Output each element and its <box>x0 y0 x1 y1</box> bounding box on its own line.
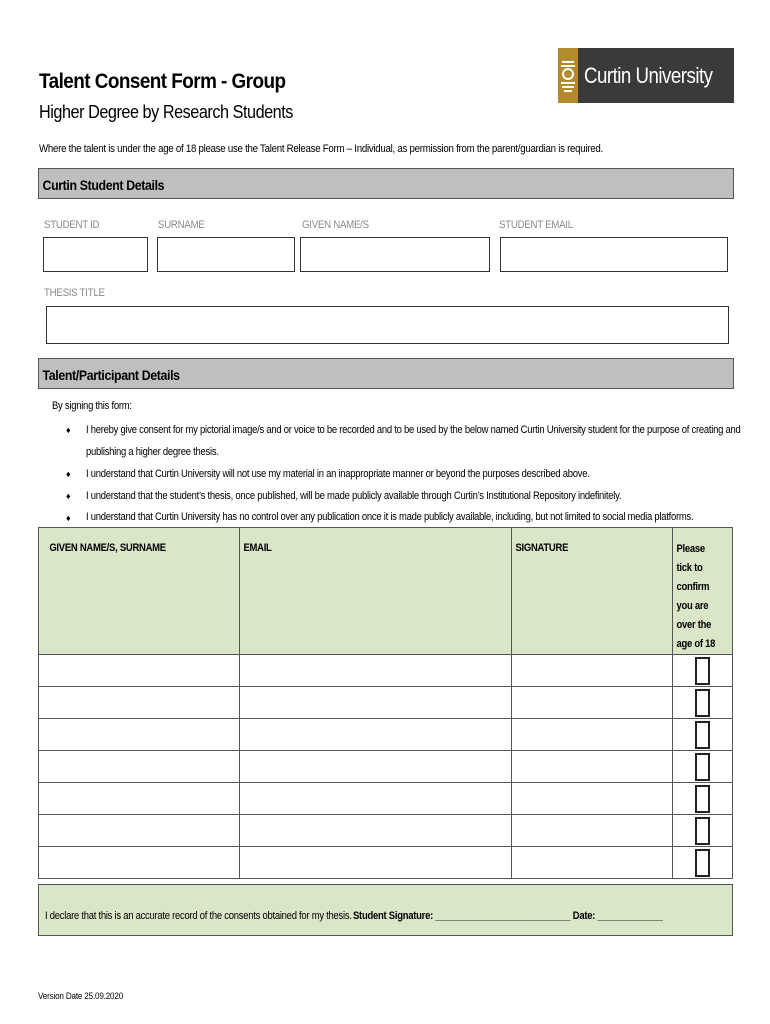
tick-cell <box>673 815 733 847</box>
student-details-header <box>38 168 734 199</box>
col-email-header: EMAIL <box>239 528 511 655</box>
signature-cell[interactable] <box>512 783 673 815</box>
tick-cell <box>673 719 733 751</box>
tick-cell <box>673 751 733 783</box>
bullet-icon: ♦ <box>66 491 71 501</box>
tick-cell <box>673 655 733 687</box>
tick-cell <box>673 687 733 719</box>
table-row <box>39 687 733 719</box>
form-title: Talent Consent Form - Group <box>39 70 286 93</box>
thesis-title-label: THESIS TITLE <box>44 287 105 299</box>
participant-details-heading: Talent/Participant Details <box>42 367 180 383</box>
signature-cell[interactable] <box>512 847 673 879</box>
table-row <box>39 655 733 687</box>
age-checkbox[interactable] <box>695 753 710 781</box>
table-row <box>39 815 733 847</box>
email-cell[interactable] <box>239 687 511 719</box>
table-row <box>39 719 733 751</box>
surname-label: SURNAME <box>158 219 205 231</box>
name-cell[interactable] <box>39 719 240 751</box>
declaration-box <box>38 884 733 936</box>
bullet-icon: ♦ <box>66 513 71 523</box>
surname-field[interactable] <box>157 237 295 272</box>
email-cell[interactable] <box>239 655 511 687</box>
signature-cell[interactable] <box>512 815 673 847</box>
age-checkbox[interactable] <box>695 785 710 813</box>
name-cell[interactable] <box>39 751 240 783</box>
age-note: Where the talent is under the age of 18 please use the Talent Release Form – Individual, as permission from the parent/guardian is required. <box>39 143 603 155</box>
signature-cell[interactable] <box>512 751 673 783</box>
consent-bullet-4: I understand that Curtin University has no control over any publication once it is made publicly available, including, but not limited to social media platforms. <box>86 511 694 523</box>
name-cell[interactable] <box>39 655 240 687</box>
participant-details-header <box>38 358 734 389</box>
student-email-label: STUDENT EMAIL <box>499 219 573 231</box>
crest-icon <box>558 48 578 103</box>
consent-bullet-2: I understand that Curtin University will not use my material in an inappropriate manner or beyond the purposes described above. <box>86 468 590 480</box>
student-details-heading: Curtin Student Details <box>42 177 165 193</box>
age-checkbox[interactable] <box>695 657 710 685</box>
student-email-field[interactable] <box>500 237 728 272</box>
col-name-header: GIVEN NAME/S, SURNAME <box>39 528 240 655</box>
bullet-icon: ♦ <box>66 425 71 435</box>
signature-cell[interactable] <box>512 719 673 751</box>
version-date: Version Date 25.09.2020 <box>38 991 124 1001</box>
signature-cell[interactable] <box>512 655 673 687</box>
curtin-logo <box>558 48 734 103</box>
form-subtitle: Higher Degree by Research Students <box>39 102 293 122</box>
table-row <box>39 783 733 815</box>
col-signature-header: SIGNATURE <box>512 528 673 655</box>
email-cell[interactable] <box>239 719 511 751</box>
table-row <box>39 751 733 783</box>
name-cell[interactable] <box>39 847 240 879</box>
age-checkbox[interactable] <box>695 817 710 845</box>
col-tick-header: Please tick to confirm you are over the age of 18 <box>673 528 733 655</box>
table-row <box>39 847 733 879</box>
given-names-field[interactable] <box>300 237 490 272</box>
signing-intro: By signing this form: <box>52 400 132 412</box>
given-names-label: GIVEN NAME/S <box>302 219 369 231</box>
student-signature-line[interactable]: Student Signature: ___________________________ Date: _____________ <box>353 910 663 922</box>
age-checkbox[interactable] <box>695 721 710 749</box>
tick-cell <box>673 783 733 815</box>
consent-bullet-1: I hereby give consent for my pictorial image/s and or voice to be recorded and to be used by the below named Curtin University student for the purpose of creating and <box>86 424 741 436</box>
consent-bullet-3: I understand that the student’s thesis, once published, will be made publicly available through Curtin’s Institutional Repository indefinitely. <box>86 490 622 502</box>
email-cell[interactable] <box>239 751 511 783</box>
student-id-field[interactable] <box>43 237 148 272</box>
age-checkbox[interactable] <box>695 689 710 717</box>
declaration-text: I declare that this is an accurate record of the consents obtained for my thesis. <box>45 910 352 922</box>
thesis-title-field[interactable] <box>46 306 729 344</box>
name-cell[interactable] <box>39 687 240 719</box>
consent-bullet-1-cont: publishing a higher degree thesis. <box>86 446 219 458</box>
table-header-row <box>39 528 733 655</box>
name-cell[interactable] <box>39 783 240 815</box>
name-cell[interactable] <box>39 815 240 847</box>
logo-text: Curtin University <box>584 62 713 88</box>
student-id-label: STUDENT ID <box>44 219 100 231</box>
email-cell[interactable] <box>239 815 511 847</box>
participant-table <box>38 527 733 879</box>
age-checkbox[interactable] <box>695 849 710 877</box>
bullet-icon: ♦ <box>66 469 71 479</box>
email-cell[interactable] <box>239 847 511 879</box>
email-cell[interactable] <box>239 783 511 815</box>
tick-cell <box>673 847 733 879</box>
signature-cell[interactable] <box>512 687 673 719</box>
